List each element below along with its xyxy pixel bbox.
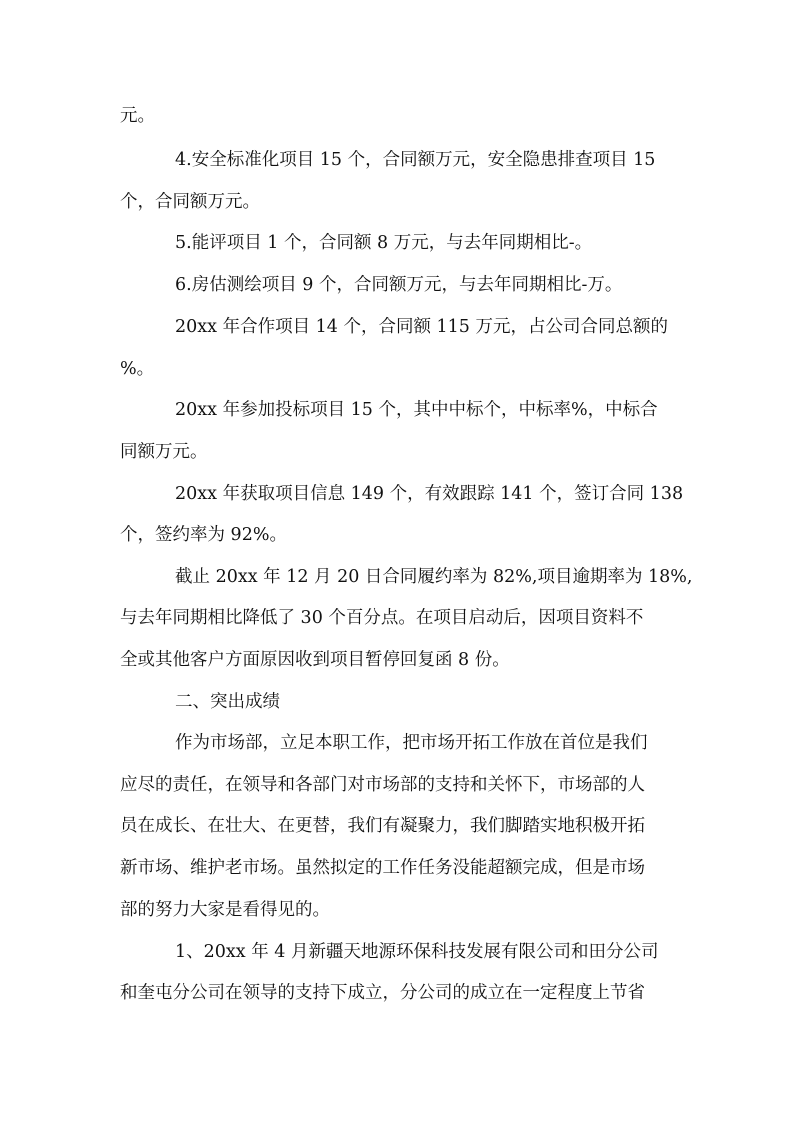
text-line: 1、20xx 年 4 月新疆天地源环保科技发展有限公司和田分公司 [175, 942, 659, 962]
text-line: 部的努力大家是看得见的。 [120, 900, 330, 920]
section-heading: 二、突出成绩 [175, 692, 280, 712]
text-line: 4.安全标准化项目 15 个，合同额万元，安全隐患排查项目 15 [175, 150, 656, 170]
text-line: 全或其他客户方面原因收到项目暂停回复函 8 份。 [120, 650, 510, 670]
text-line: 应尽的责任，在领导和各部门对市场部的支持和关怀下，市场部的人 [120, 775, 645, 795]
text-line: 新市场、维护老市场。虽然拟定的工作任务没能超额完成，但是市场 [120, 858, 645, 878]
text-line: 5.能评项目 1 个，合同额 8 万元，与去年同期相比-。 [175, 233, 593, 253]
text-line: 20xx 年合作项目 14 个，合同额 115 万元，占公司合同总额的 [175, 317, 668, 337]
text-line: 20xx 年参加投标项目 15 个，其中中标个，中标率%，中标合 [175, 400, 658, 420]
text-line: 和奎屯分公司在领导的支持下成立，分公司的成立在一定程度上节省 [120, 983, 645, 1003]
text-line: 截止 20xx 年 12 月 20 日合同履约率为 82%,项目逾期率为 18%, [175, 567, 693, 587]
text-line: 20xx 年获取项目信息 149 个，有效跟踪 141 个，签订合同 138 [175, 484, 684, 504]
text-line: 6.房估测绘项目 9 个，合同额万元，与去年同期相比-万。 [175, 275, 623, 295]
text-line: 与去年同期相比降低了 30 个百分点。在项目启动后，因项目资料不 [120, 608, 644, 628]
text-line: 作为市场部，立足本职工作，把市场开拓工作放在首位是我们 [175, 733, 648, 753]
text-line: 元。 [120, 106, 155, 126]
text-line: 个，签约率为 92%。 [120, 525, 287, 545]
text-line: %。 [120, 359, 155, 379]
text-line: 个，合同额万元。 [120, 192, 260, 212]
text-line: 同额万元。 [120, 442, 208, 462]
text-line: 员在成长、在壮大、在更替，我们有凝聚力，我们脚踏实地积极开拓 [120, 816, 645, 836]
